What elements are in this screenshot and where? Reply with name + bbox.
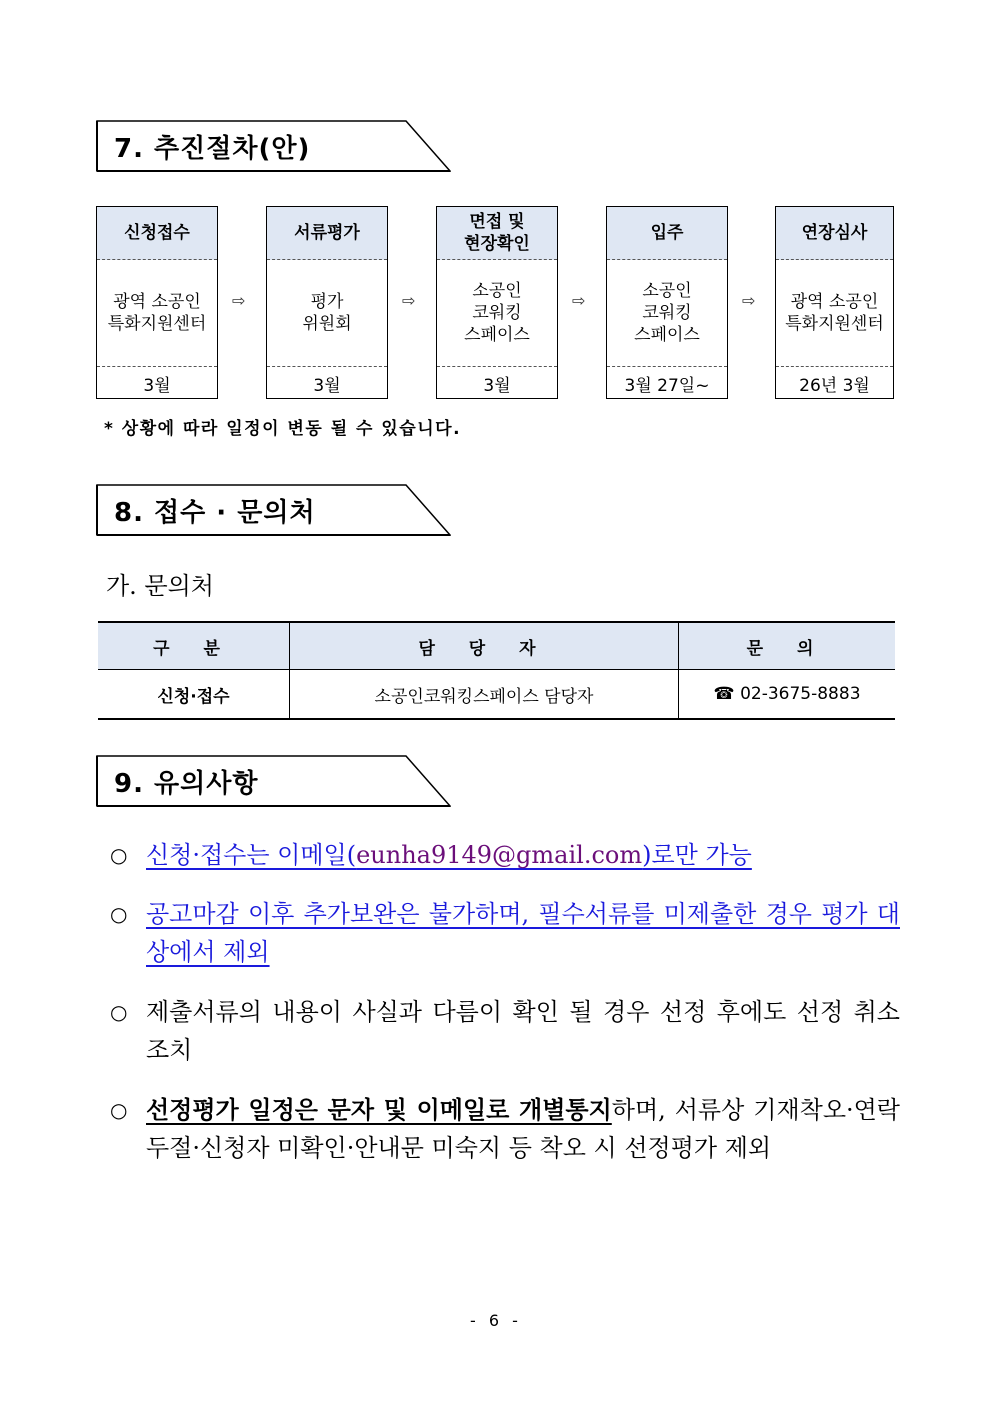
bullet-circle-icon: ○	[110, 1000, 128, 1024]
step-body: 소공인 코워킹 스페이스	[437, 260, 557, 367]
bullet-circle-icon: ○	[110, 843, 128, 867]
step-date: 3월	[143, 376, 171, 396]
schedule-note: * 상황에 따라 일정이 변동 될 수 있습니다.	[104, 419, 462, 439]
column-header: 담 당 자	[290, 622, 679, 670]
step-body: 광역 소공인 특화지원센터	[97, 260, 217, 367]
right-arrow-icon: ⇨	[232, 291, 246, 310]
step-head: 연장심사	[776, 207, 893, 260]
right-arrow-icon: ⇨	[742, 291, 756, 310]
section-7-title: 7. 추진절차(안)	[114, 134, 311, 164]
notice-text: 공고마감 이후 추가보완은 불가하며, 필수서류를 미제출한 경우 평가 대상에서 제외	[146, 900, 900, 966]
section-8-header	[96, 484, 451, 536]
notice-text-emphasis: 선정평가 일정은 문자 및 이메일로 개별통지	[146, 1095, 612, 1124]
contact-subheading: 가. 문의처	[106, 572, 214, 600]
section-8-title: 8. 접수 · 문의처	[114, 498, 316, 528]
bullet-circle-icon: ○	[110, 902, 128, 926]
step-body: 광역 소공인 특화지원센터	[776, 260, 893, 367]
notice-text: )로만 가능	[642, 841, 752, 869]
phone-cell	[679, 670, 896, 720]
section-7-header	[96, 120, 451, 172]
contact-table	[98, 621, 895, 720]
step-date: 26년 3월	[799, 376, 870, 396]
step-body: 평가 위원회	[267, 260, 387, 367]
process-step-interview	[436, 206, 558, 399]
notice-item-2	[110, 895, 900, 971]
bullet-circle-icon: ○	[110, 1098, 128, 1122]
column-header: 구 분	[98, 622, 290, 670]
phone-icon: ☎	[713, 684, 735, 704]
email-link[interactable]: eunha9149@gmail.com	[356, 841, 643, 869]
step-body: 소공인 코워킹 스페이스	[607, 260, 727, 367]
phone-number: 02-3675-8883	[740, 684, 861, 704]
step-date: 3월	[313, 376, 341, 396]
right-arrow-icon: ⇨	[572, 291, 586, 310]
process-step-move-in	[606, 206, 728, 399]
notice-item-4	[110, 1091, 900, 1167]
page-number: - 6 -	[470, 1311, 522, 1330]
step-date: 3월 27일~	[624, 376, 710, 396]
step-head: 신청접수	[97, 207, 217, 260]
process-step-apply	[96, 206, 218, 399]
notice-item-3	[110, 993, 900, 1069]
table-header-row	[98, 622, 895, 670]
step-head: 서류평가	[267, 207, 387, 260]
section-9-title: 9. 유의사항	[114, 769, 259, 799]
step-date: 3월	[483, 376, 511, 396]
process-step-document-review	[266, 206, 388, 399]
notice-text: 제출서류의 내용이 사실과 다름이 확인 될 경우 선정 후에도 선정 취소 조치	[146, 998, 900, 1064]
right-arrow-icon: ⇨	[402, 291, 416, 310]
column-header: 문 의	[679, 622, 896, 670]
notice-item-1	[110, 836, 900, 874]
notice-text: 신청·접수는 이메일(	[146, 841, 357, 869]
notice-text: 하며, 서류상 기재착오·연락두절·신청자 미확인·안내문 미숙지 등 착오 시 선정평가 제외	[146, 1096, 900, 1162]
step-head: 입주	[607, 207, 727, 260]
person-cell: 소공인코워킹스페이스 담당자	[290, 670, 679, 720]
step-head: 면접 및 현장확인	[437, 207, 557, 260]
table-row	[98, 670, 895, 720]
category-cell: 신청·접수	[98, 670, 290, 720]
process-step-extension-review	[775, 206, 894, 399]
section-9-header	[96, 755, 451, 807]
